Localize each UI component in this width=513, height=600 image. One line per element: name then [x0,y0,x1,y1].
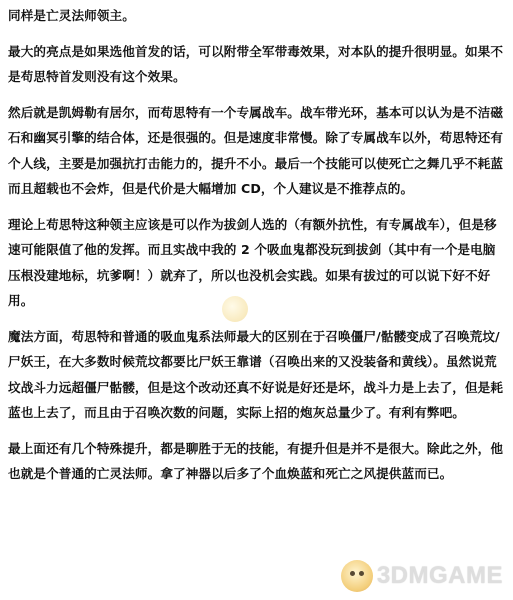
paragraph-4: 理论上苟思特这种领主应该是可以作为拔剑人选的（有额外抗性，有专属战车），但是移速可能限值了他的发挥。而且实战中我的 2 个吸血鬼都没玩到拔剑（其中有一个是电脑压根没建地标，坑爹啊！）就弃了，所以也没机会实践。如果有拔过的可以说下好不好用。 [8,216,497,308]
paragraph-3: 然后就是凯姆勒有居尔，而苟思特有一个专属战车。战车带光环，基本可以认为是不洁磁石和幽冥引擎的结合体，还是很强的。但是速度非常慢。除了专属战车以外，苟思特还有个人线，主要是加强抗打击能力的，提升不小。最后一个技能可以使死亡之舞几乎不耗蓝而且超载也不会炸，但是代价是大幅增加 CD，个人建议是不推荐点的。 [8,104,504,196]
paragraph-2: 最大的亮点是如果选他首发的话，可以附带全军带毒效果，对本队的提升很明显。如果不是苟思特首发则没有这个效果。 [8,43,504,84]
watermark-text: 3DMGAME [376,562,503,589]
paragraph-1: 同样是亡灵法师领主。 [8,8,135,23]
mascot-logo-icon [341,560,373,592]
site-watermark [341,560,503,592]
article-body [8,0,506,497]
mascot-watermark-icon [222,296,248,322]
paragraph-6: 最上面还有几个特殊提升，都是聊胜于无的技能，有提升但是并不是很大。除此之外，他也就是个普通的亡灵法师。拿了神器以后多了个血焕蓝和死亡之风提供蓝而已。 [8,440,504,481]
paragraph-5: 魔法方面，苟思特和普通的吸血鬼系法师最大的区别在于召唤僵尸/骷髅变成了召唤荒坟/尸妖王，在大多数时候荒坟都要比尸妖王靠谱（召唤出来的又没装备和黄线）。虽然说荒坟战斗力远超僵尸骷髅，但是这个改动还真不好说是好还是坏，战斗力是上去了，但是耗蓝也上去了，而且由于召唤次数的问题，实际上招的炮灰总量少了。有利有弊吧。 [8,328,504,420]
